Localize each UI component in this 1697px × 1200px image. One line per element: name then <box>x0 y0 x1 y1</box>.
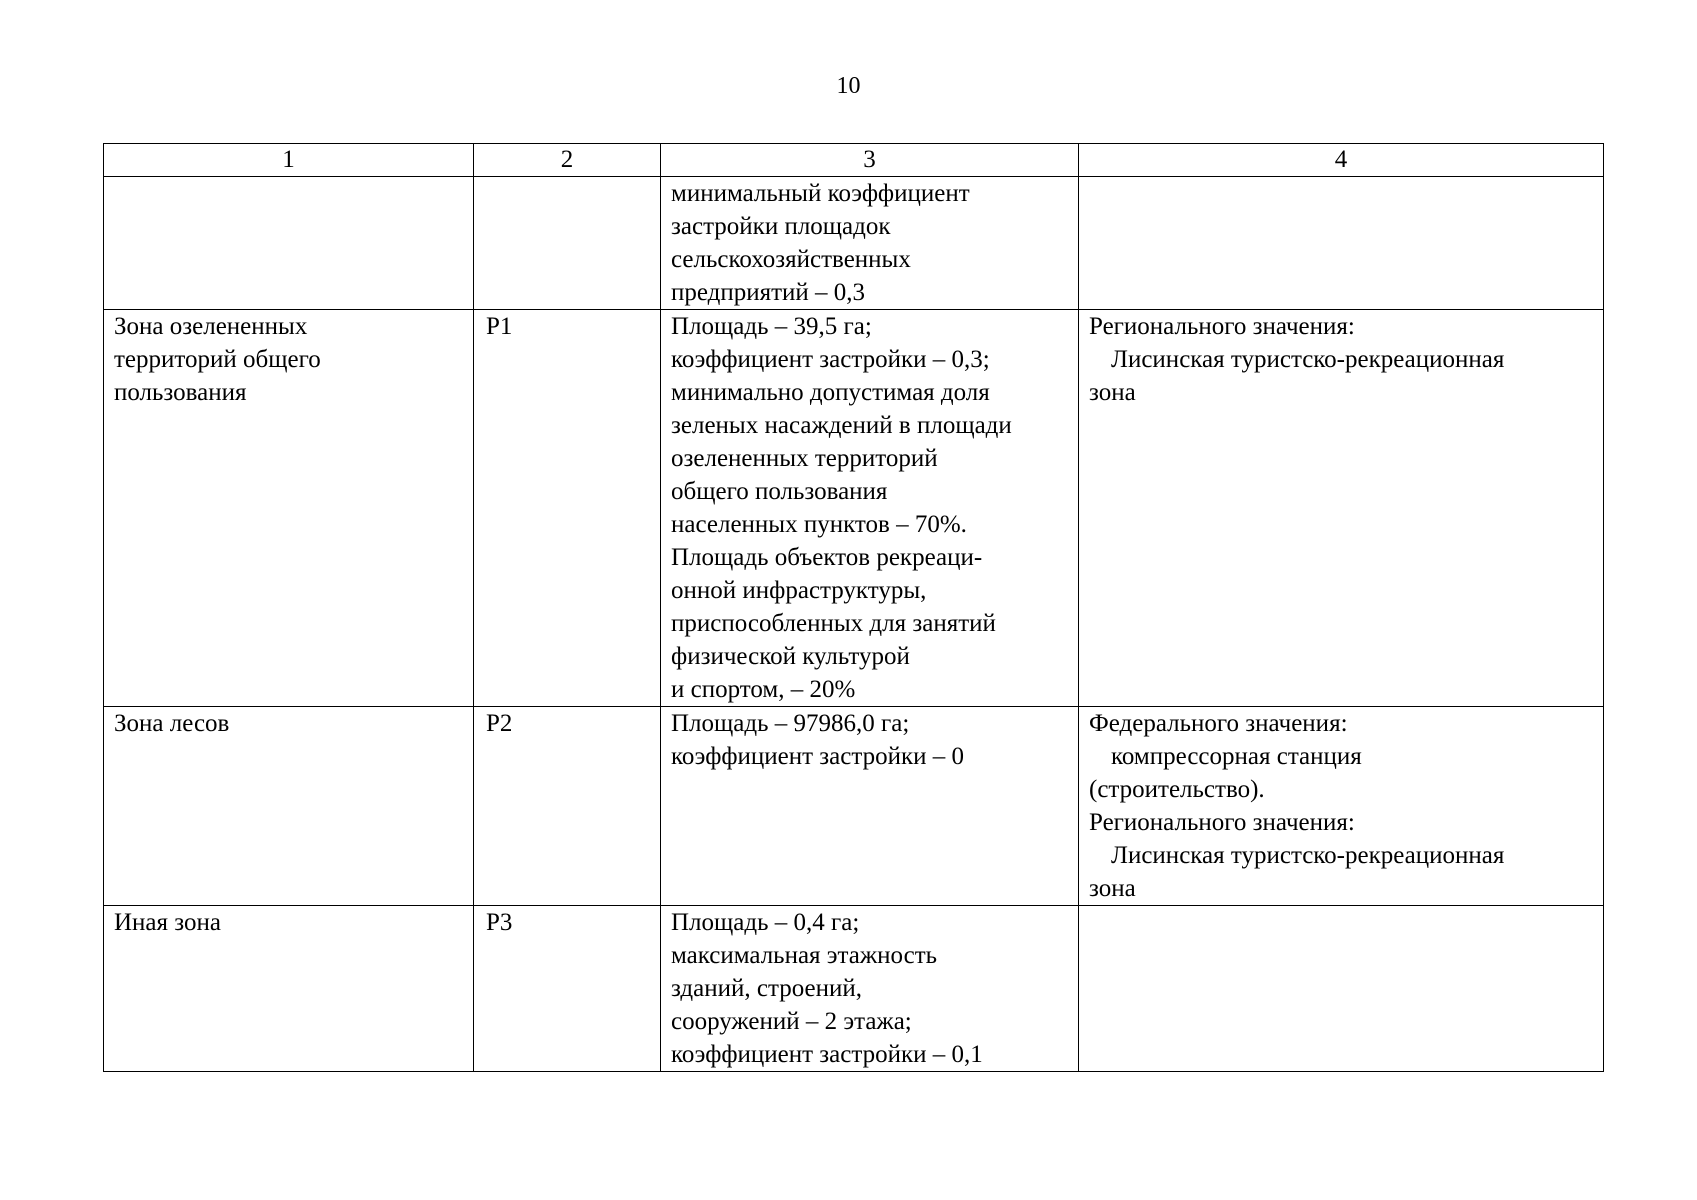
zone-code-cell: Р3 <box>474 906 661 1072</box>
parameter-line: населенных пунктов – 70%. <box>671 511 967 538</box>
zone-parameters-cell <box>661 906 1079 1072</box>
zone-name-cell <box>104 177 474 310</box>
table-header-row <box>104 144 1604 177</box>
parameter-line: сооружений – 2 этажа; <box>671 1008 912 1035</box>
zone-parameters-cell <box>661 707 1079 906</box>
zone-name-cell: Иная зона <box>104 906 474 1072</box>
zones-table <box>103 143 1604 1072</box>
planned-objects-cell <box>1079 310 1604 707</box>
object-line: зона <box>1089 379 1136 406</box>
parameter-line: и спортом, – 20% <box>671 676 856 703</box>
zone-name-cell: Зона лесов <box>104 707 474 906</box>
parameter-line: максимальная этажность <box>671 942 938 969</box>
planned-objects-cell <box>1079 906 1604 1072</box>
column-header-2: 2 <box>474 144 661 177</box>
parameter-line: зданий, строений, <box>671 975 862 1002</box>
object-line: Федерального значения: <box>1089 710 1348 737</box>
column-header-1: 1 <box>104 144 474 177</box>
parameter-line: коэффициент застройки – 0,3; <box>671 346 990 373</box>
table-row <box>104 906 1604 1072</box>
column-header-4: 4 <box>1079 144 1604 177</box>
parameter-line: сельскохозяйственных <box>671 246 911 273</box>
object-line: зона <box>1089 875 1136 902</box>
planned-objects-cell <box>1079 177 1604 310</box>
zone-name-cell: Зона озелененных территорий общего пользования <box>104 310 474 707</box>
object-line: Регионального значения: <box>1089 809 1355 836</box>
parameter-line: минимальный коэффициент <box>671 180 970 207</box>
zone-code-cell <box>474 177 661 310</box>
object-line: Лисинская туристско-рекреационная <box>1111 346 1505 373</box>
parameter-line: минимально допустимая доля <box>671 379 990 406</box>
page-number: 10 <box>836 73 861 99</box>
zone-parameters-cell <box>661 310 1079 707</box>
parameter-line: коэффициент застройки – 0 <box>671 743 965 770</box>
parameter-line: озелененных территорий <box>671 445 938 472</box>
table-row <box>104 707 1604 906</box>
parameter-line: Площадь объектов рекреаци- <box>671 544 983 571</box>
parameter-line: предприятий – 0,3 <box>671 279 866 306</box>
parameter-line: приспособленных для занятий <box>671 610 996 637</box>
column-header-3: 3 <box>661 144 1079 177</box>
zone-code-cell: Р2 <box>474 707 661 906</box>
object-line: Лисинская туристско-рекреационная <box>1111 842 1505 869</box>
table-row <box>104 310 1604 707</box>
parameter-line: физической культурой <box>671 643 910 670</box>
planned-objects-cell <box>1079 707 1604 906</box>
parameter-line: онной инфраструктуры, <box>671 577 927 604</box>
parameter-line: Площадь – 39,5 га; <box>671 313 872 340</box>
parameter-line: застройки площадок <box>671 213 891 240</box>
table-row <box>104 177 1604 310</box>
object-line: компрессорная станция <box>1111 743 1362 770</box>
zone-code-cell: Р1 <box>474 310 661 707</box>
parameter-line: коэффициент застройки – 0,1 <box>671 1041 983 1068</box>
parameter-line: Площадь – 97986,0 га; <box>671 710 910 737</box>
object-line: (строительство). <box>1089 776 1265 803</box>
parameter-line: зеленых насаждений в площади <box>671 412 1012 439</box>
object-line: Регионального значения: <box>1089 313 1355 340</box>
zone-parameters-cell <box>661 177 1079 310</box>
parameter-line: общего пользования <box>671 478 888 505</box>
parameter-line: Площадь – 0,4 га; <box>671 909 860 936</box>
